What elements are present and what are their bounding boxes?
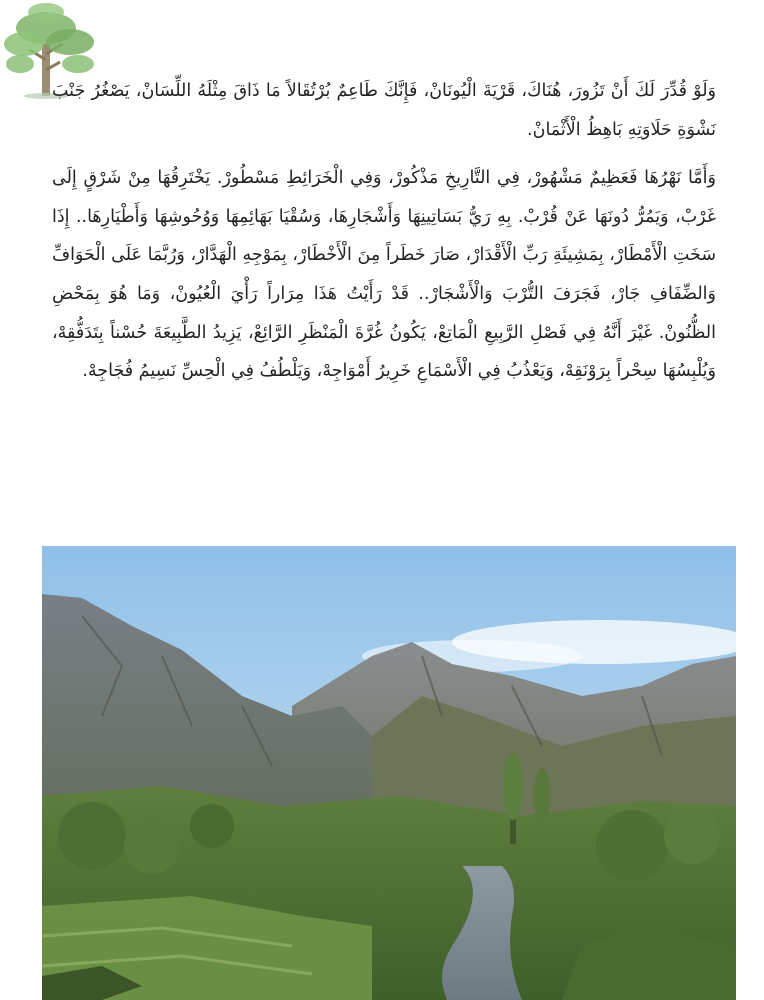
mountain-valley-photo [42,546,736,1000]
paragraph-1: وَلَوْ قُدِّرَ لَكَ أَنْ تَزُورَ، هُنَاكَ، قَرْيَةَ الْيُونَانْ، فَإِنَّكَ طَاعِمٌ بُرْتُقَالاً مَا ذَاقَ مِثْلَهُ اللِّسَانْ، يَصْغُرُ جَنْبَ نَشْوَةِ حَلَاوَتِهِ بَاهِظُ الْأَثْمَانْ. [52,81,716,140]
paragraph-2: وَأَمَّا نَهْرُهَا فَعَظِيمٌ مَشْهُورْ، فِي التَّارِيخِ مَذْكُورْ، وَفِي الْخَرَائِطِ مَسْطُورْ. يَخْتَرِقُهَا مِنْ شَرْقٍ إِلَى غَرْبْ، وَيَمُرُّ دُونَهَا عَنْ قُرْبْ. بِهِ رَيُّ بَسَاتِينِهَا وَأَشْجَارِهَا، وَسُقْيَا بَهَائِمِهَا وَوُحُوشِهَا وَأَطْيَارِهَا.. إِذَا سَخَتِ الْأَمْطَارْ، بِمَشِيئَةِ رَبِّ الْأَقْدَارْ، صَارَ خَطَراً مِنَ الْأَخْطَارْ، بِمَوْجِهِ الْهَدَّارْ، وَرُبَّمَا عَلَى الْحَوَافِّ وَالضِّفَافِ جَارْ، فَجَرَفَ التُّرْبَ وَالْأَشْجَارْ.. قَدْ رَأَيْتُ هَذَا مِرَاراً رَأْيَ الْعُيُونْ، وَمَا هُوَ بِمَحْضِ الظُّنُونْ. غَيْرَ أَنَّهُ فِي فَصْلِ الرَّبِيعِ الْمَاتِعْ، يَكُونُ غُرَّةَ الْمَنْظَرِ الرَّائِعْ، يَزِيدُ الطَّبِيعَةَ حُسْناً بِتَدَفُّقِهْ، وَيُلْبِسُهَا سِحْراً بِرَوْنَقِهْ، وَيَعْذُبُ فِي الْأَسْمَاعِ خَرِيرُ أَمْوَاجِهْ، وَيَلْطُفُ فِي الْحِسِّ نَسِيمُ فُجَاجِهْ. [52,168,716,382]
story-text [52,72,716,391]
